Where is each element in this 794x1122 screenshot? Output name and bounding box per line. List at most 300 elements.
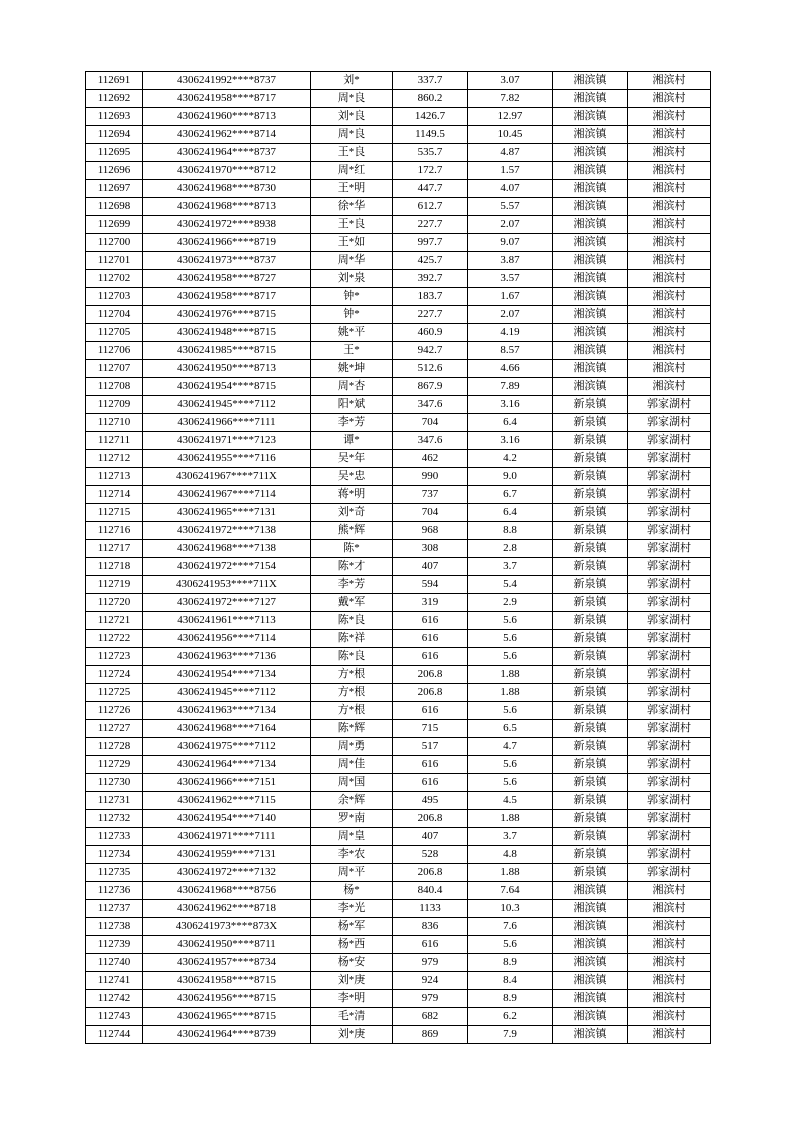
table-cell: 郭家湖村 — [628, 594, 711, 612]
table-row — [86, 1008, 711, 1026]
table-cell: 新泉镇 — [553, 432, 628, 450]
table-cell: 4306241976****8715 — [143, 306, 311, 324]
table-cell: 112739 — [86, 936, 143, 954]
table-cell: 6.4 — [468, 504, 553, 522]
table-cell: 112740 — [86, 954, 143, 972]
table-cell: 112726 — [86, 702, 143, 720]
table-cell: 112744 — [86, 1026, 143, 1044]
table-cell: 112742 — [86, 990, 143, 1008]
table-cell: 10.3 — [468, 900, 553, 918]
table-cell: 616 — [393, 936, 468, 954]
table-cell: 新泉镇 — [553, 810, 628, 828]
table-cell: 4.2 — [468, 450, 553, 468]
table-cell: 郭家湖村 — [628, 540, 711, 558]
table-cell: 湘滨村 — [628, 162, 711, 180]
table-cell: 1.88 — [468, 810, 553, 828]
table-cell: 112705 — [86, 324, 143, 342]
table-cell: 吴*年 — [311, 450, 393, 468]
table-cell: 616 — [393, 612, 468, 630]
table-cell: 新泉镇 — [553, 702, 628, 720]
table-cell: 郭家湖村 — [628, 612, 711, 630]
table-row — [86, 72, 711, 90]
table-cell: 新泉镇 — [553, 450, 628, 468]
table-cell: 112708 — [86, 378, 143, 396]
table-cell: 湘滨镇 — [553, 954, 628, 972]
table-cell: 李*芳 — [311, 414, 393, 432]
table-cell: 4306241954****7134 — [143, 666, 311, 684]
table-cell: 1.88 — [468, 684, 553, 702]
table-cell: 616 — [393, 774, 468, 792]
table-cell: 4306241948****8715 — [143, 324, 311, 342]
table-cell: 924 — [393, 972, 468, 990]
table-cell: 112730 — [86, 774, 143, 792]
table-cell: 湘滨镇 — [553, 306, 628, 324]
table-cell: 湘滨村 — [628, 288, 711, 306]
table-row — [86, 864, 711, 882]
table-cell: 郭家湖村 — [628, 450, 711, 468]
table-cell: 湘滨镇 — [553, 360, 628, 378]
table-cell: 湘滨镇 — [553, 378, 628, 396]
table-cell: 郭家湖村 — [628, 558, 711, 576]
table-cell: 4.66 — [468, 360, 553, 378]
table-cell: 112735 — [86, 864, 143, 882]
table-cell: 李*光 — [311, 900, 393, 918]
table-cell: 4306241968****8713 — [143, 198, 311, 216]
table-row — [86, 540, 711, 558]
table-row — [86, 360, 711, 378]
table-cell: 112698 — [86, 198, 143, 216]
table-row — [86, 270, 711, 288]
table-cell: 新泉镇 — [553, 414, 628, 432]
table-cell: 112707 — [86, 360, 143, 378]
table-cell: 湘滨镇 — [553, 180, 628, 198]
table-row — [86, 684, 711, 702]
table-row — [86, 972, 711, 990]
table-cell: 4306241958****8717 — [143, 288, 311, 306]
table-cell: 湘滨村 — [628, 918, 711, 936]
table-cell: 李*芳 — [311, 576, 393, 594]
table-cell: 112695 — [86, 144, 143, 162]
table-cell: 4306241954****8715 — [143, 378, 311, 396]
table-row — [86, 612, 711, 630]
table-cell: 4306241963****7134 — [143, 702, 311, 720]
table-cell: 227.7 — [393, 306, 468, 324]
table-cell: 周*平 — [311, 864, 393, 882]
table-cell: 4306241957****8734 — [143, 954, 311, 972]
table-cell: 112737 — [86, 900, 143, 918]
table-cell: 4306241945****7112 — [143, 684, 311, 702]
table-cell: 7.64 — [468, 882, 553, 900]
table-cell: 王*明 — [311, 180, 393, 198]
table-cell: 王*良 — [311, 216, 393, 234]
table-cell: 737 — [393, 486, 468, 504]
table-cell: 蒋*明 — [311, 486, 393, 504]
table-cell: 4.87 — [468, 144, 553, 162]
table-cell: 112714 — [86, 486, 143, 504]
table-cell: 谭* — [311, 432, 393, 450]
table-cell: 112731 — [86, 792, 143, 810]
table-cell: 郭家湖村 — [628, 864, 711, 882]
table-cell: 4306241965****7131 — [143, 504, 311, 522]
table-row — [86, 252, 711, 270]
table-cell: 方*根 — [311, 684, 393, 702]
table-cell: 206.8 — [393, 864, 468, 882]
table-cell: 4306241950****8713 — [143, 360, 311, 378]
table-cell: 李*农 — [311, 846, 393, 864]
table-cell: 湘滨镇 — [553, 1026, 628, 1044]
table-cell: 周*华 — [311, 252, 393, 270]
table-cell: 4306241967****7114 — [143, 486, 311, 504]
table-cell: 112706 — [86, 342, 143, 360]
table-cell: 4306241956****7114 — [143, 630, 311, 648]
table-row — [86, 162, 711, 180]
table-row — [86, 288, 711, 306]
table-cell: 湘滨村 — [628, 324, 711, 342]
table-cell: 840.4 — [393, 882, 468, 900]
table-cell: 郭家湖村 — [628, 702, 711, 720]
table-cell: 968 — [393, 522, 468, 540]
table-row — [86, 126, 711, 144]
table-cell: 湘滨村 — [628, 198, 711, 216]
table-cell: 余*辉 — [311, 792, 393, 810]
table-cell: 4306241950****8711 — [143, 936, 311, 954]
table-cell: 5.6 — [468, 756, 553, 774]
table-cell: 周*佳 — [311, 756, 393, 774]
table-cell: 4306241968****7138 — [143, 540, 311, 558]
table-cell: 8.8 — [468, 522, 553, 540]
table-cell: 4306241973****873X — [143, 918, 311, 936]
table-cell: 4306241955****7116 — [143, 450, 311, 468]
table-cell: 112743 — [86, 1008, 143, 1026]
table-cell: 407 — [393, 558, 468, 576]
table-row — [86, 468, 711, 486]
table-cell: 704 — [393, 414, 468, 432]
table-cell: 周*国 — [311, 774, 393, 792]
table-cell: 郭家湖村 — [628, 756, 711, 774]
table-row — [86, 594, 711, 612]
table-cell: 湘滨镇 — [553, 990, 628, 1008]
table-cell: 447.7 — [393, 180, 468, 198]
table-cell: 112736 — [86, 882, 143, 900]
table-cell: 湘滨村 — [628, 990, 711, 1008]
table-cell: 新泉镇 — [553, 864, 628, 882]
table-cell: 112716 — [86, 522, 143, 540]
table-cell: 9.0 — [468, 468, 553, 486]
table-cell: 湘滨镇 — [553, 900, 628, 918]
table-row — [86, 234, 711, 252]
table-cell: 新泉镇 — [553, 666, 628, 684]
table-cell: 新泉镇 — [553, 792, 628, 810]
table-cell: 616 — [393, 702, 468, 720]
table-cell: 戴*军 — [311, 594, 393, 612]
table-cell: 刘*庚 — [311, 1026, 393, 1044]
table-cell: 112738 — [86, 918, 143, 936]
table-cell: 112734 — [86, 846, 143, 864]
table-cell: 新泉镇 — [553, 648, 628, 666]
table-cell: 湘滨村 — [628, 378, 711, 396]
table-cell: 1149.5 — [393, 126, 468, 144]
table-row — [86, 918, 711, 936]
table-cell: 湘滨村 — [628, 1008, 711, 1026]
table-row — [86, 936, 711, 954]
table-cell: 997.7 — [393, 234, 468, 252]
table-cell: 3.7 — [468, 558, 553, 576]
table-cell: 湘滨村 — [628, 882, 711, 900]
table-cell: 钟* — [311, 306, 393, 324]
table-cell: 1.88 — [468, 666, 553, 684]
table-row — [86, 990, 711, 1008]
table-cell: 4306241967****711X — [143, 468, 311, 486]
table-cell: 杨*西 — [311, 936, 393, 954]
table-cell: 2.9 — [468, 594, 553, 612]
table-row — [86, 378, 711, 396]
table-cell: 682 — [393, 1008, 468, 1026]
table-row — [86, 576, 711, 594]
table-cell: 郭家湖村 — [628, 846, 711, 864]
table-row — [86, 1026, 711, 1044]
table-row — [86, 432, 711, 450]
table-cell: 8.9 — [468, 990, 553, 1008]
table-cell: 616 — [393, 648, 468, 666]
table-cell: 535.7 — [393, 144, 468, 162]
table-cell: 3.16 — [468, 432, 553, 450]
table-cell: 112722 — [86, 630, 143, 648]
table-cell: 6.7 — [468, 486, 553, 504]
table-cell: 新泉镇 — [553, 774, 628, 792]
table-cell: 183.7 — [393, 288, 468, 306]
table-cell: 112715 — [86, 504, 143, 522]
table-cell: 4306241953****711X — [143, 576, 311, 594]
table-cell: 4.07 — [468, 180, 553, 198]
table-cell: 湘滨村 — [628, 108, 711, 126]
table-cell: 7.82 — [468, 90, 553, 108]
table-cell: 郭家湖村 — [628, 396, 711, 414]
table-cell: 杨*军 — [311, 918, 393, 936]
table-cell: 周*良 — [311, 126, 393, 144]
table-cell: 4306241975****7112 — [143, 738, 311, 756]
table-cell: 308 — [393, 540, 468, 558]
table-cell: 206.8 — [393, 810, 468, 828]
table-cell: 4306241966****7151 — [143, 774, 311, 792]
table-cell: 3.16 — [468, 396, 553, 414]
table-cell: 3.57 — [468, 270, 553, 288]
table-cell: 湘滨村 — [628, 234, 711, 252]
table-row — [86, 180, 711, 198]
table-cell: 新泉镇 — [553, 630, 628, 648]
table-cell: 4306241973****8737 — [143, 252, 311, 270]
table-cell: 4306241972****7132 — [143, 864, 311, 882]
table-cell: 湘滨镇 — [553, 90, 628, 108]
table-cell: 512.6 — [393, 360, 468, 378]
table-cell: 湘滨镇 — [553, 126, 628, 144]
table-cell: 湘滨村 — [628, 936, 711, 954]
table-cell: 425.7 — [393, 252, 468, 270]
table-cell: 湘滨镇 — [553, 162, 628, 180]
table-cell: 869 — [393, 1026, 468, 1044]
table-row — [86, 810, 711, 828]
table-row — [86, 792, 711, 810]
table-cell: 112693 — [86, 108, 143, 126]
table-cell: 陈*辉 — [311, 720, 393, 738]
table-cell: 112699 — [86, 216, 143, 234]
table-cell: 湘滨镇 — [553, 342, 628, 360]
table-cell: 4306241971****7111 — [143, 828, 311, 846]
table-cell: 4306241962****7115 — [143, 792, 311, 810]
table-cell: 徐*华 — [311, 198, 393, 216]
table-cell: 新泉镇 — [553, 504, 628, 522]
table-cell: 吴*忠 — [311, 468, 393, 486]
table-cell: 湘滨镇 — [553, 1008, 628, 1026]
table-cell: 9.07 — [468, 234, 553, 252]
table-cell: 郭家湖村 — [628, 774, 711, 792]
table-cell: 836 — [393, 918, 468, 936]
table-row — [86, 504, 711, 522]
table-cell: 112711 — [86, 432, 143, 450]
table-row — [86, 486, 711, 504]
table-row — [86, 666, 711, 684]
table-cell: 8.57 — [468, 342, 553, 360]
table-cell: 1133 — [393, 900, 468, 918]
table-cell: 湘滨镇 — [553, 324, 628, 342]
table-cell: 陈*才 — [311, 558, 393, 576]
table-cell: 979 — [393, 990, 468, 1008]
table-cell: 5.4 — [468, 576, 553, 594]
table-cell: 陈*良 — [311, 612, 393, 630]
table-cell: 湘滨镇 — [553, 108, 628, 126]
table-row — [86, 450, 711, 468]
table-cell: 湘滨镇 — [553, 288, 628, 306]
table-cell: 郭家湖村 — [628, 684, 711, 702]
table-cell: 4.8 — [468, 846, 553, 864]
table-cell: 湘滨村 — [628, 900, 711, 918]
table-cell: 杨*安 — [311, 954, 393, 972]
table-cell: 715 — [393, 720, 468, 738]
table-cell: 郭家湖村 — [628, 414, 711, 432]
table-cell: 郭家湖村 — [628, 828, 711, 846]
table-cell: 新泉镇 — [553, 720, 628, 738]
table-cell: 112697 — [86, 180, 143, 198]
table-cell: 1.67 — [468, 288, 553, 306]
table-row — [86, 846, 711, 864]
table-cell: 新泉镇 — [553, 846, 628, 864]
table-cell: 湘滨村 — [628, 972, 711, 990]
table-cell: 4306241959****7131 — [143, 846, 311, 864]
table-row — [86, 702, 711, 720]
table-cell: 347.6 — [393, 396, 468, 414]
table-cell: 112700 — [86, 234, 143, 252]
table-cell: 979 — [393, 954, 468, 972]
table-cell: 新泉镇 — [553, 576, 628, 594]
table-cell: 112712 — [86, 450, 143, 468]
table-cell: 616 — [393, 756, 468, 774]
table-cell: 4306241956****8715 — [143, 990, 311, 1008]
table-cell: 4306241971****7123 — [143, 432, 311, 450]
table-cell: 郭家湖村 — [628, 504, 711, 522]
table-cell: 湘滨村 — [628, 360, 711, 378]
data-table — [85, 71, 711, 1044]
table-cell: 616 — [393, 630, 468, 648]
table-cell: 湘滨村 — [628, 954, 711, 972]
table-cell: 319 — [393, 594, 468, 612]
table-cell: 杨* — [311, 882, 393, 900]
table-cell: 5.6 — [468, 630, 553, 648]
table-cell: 5.6 — [468, 936, 553, 954]
table-cell: 4306241968****8756 — [143, 882, 311, 900]
table-row — [86, 414, 711, 432]
table-cell: 462 — [393, 450, 468, 468]
table-cell: 刘*良 — [311, 108, 393, 126]
table-cell: 刘*奇 — [311, 504, 393, 522]
table-cell: 刘*庚 — [311, 972, 393, 990]
table-cell: 8.4 — [468, 972, 553, 990]
table-cell: 湘滨镇 — [553, 918, 628, 936]
table-cell: 867.9 — [393, 378, 468, 396]
table-cell: 5.6 — [468, 774, 553, 792]
table-cell: 新泉镇 — [553, 684, 628, 702]
table-cell: 8.9 — [468, 954, 553, 972]
table-cell: 4306241954****7140 — [143, 810, 311, 828]
table-cell: 112701 — [86, 252, 143, 270]
table-cell: 湘滨村 — [628, 306, 711, 324]
table-cell: 517 — [393, 738, 468, 756]
table-cell: 112724 — [86, 666, 143, 684]
table-cell: 112694 — [86, 126, 143, 144]
table-cell: 郭家湖村 — [628, 738, 711, 756]
table-row — [86, 954, 711, 972]
table-cell: 新泉镇 — [553, 738, 628, 756]
table-cell: 4306241968****8730 — [143, 180, 311, 198]
table-body — [86, 72, 711, 1044]
table-cell: 湘滨镇 — [553, 216, 628, 234]
table-cell: 112691 — [86, 72, 143, 90]
table-cell: 7.89 — [468, 378, 553, 396]
table-cell: 4.7 — [468, 738, 553, 756]
table-cell: 4.19 — [468, 324, 553, 342]
table-row — [86, 900, 711, 918]
table-cell: 7.6 — [468, 918, 553, 936]
table-cell: 周*红 — [311, 162, 393, 180]
table-cell: 12.97 — [468, 108, 553, 126]
table-cell: 112717 — [86, 540, 143, 558]
table-cell: 4306241965****8715 — [143, 1008, 311, 1026]
table-cell: 湘滨村 — [628, 90, 711, 108]
table-cell: 郭家湖村 — [628, 810, 711, 828]
table-cell: 112718 — [86, 558, 143, 576]
table-cell: 612.7 — [393, 198, 468, 216]
table-cell: 周*良 — [311, 90, 393, 108]
table-cell: 姚*坤 — [311, 360, 393, 378]
table-cell: 112703 — [86, 288, 143, 306]
table-cell: 5.6 — [468, 648, 553, 666]
table-cell: 5.6 — [468, 702, 553, 720]
table-cell: 3.87 — [468, 252, 553, 270]
table-cell: 594 — [393, 576, 468, 594]
table-cell: 新泉镇 — [553, 828, 628, 846]
table-cell: 新泉镇 — [553, 558, 628, 576]
table-cell: 112732 — [86, 810, 143, 828]
table-cell: 347.6 — [393, 432, 468, 450]
table-cell: 4306241968****7164 — [143, 720, 311, 738]
table-cell: 湘滨镇 — [553, 882, 628, 900]
table-cell: 郭家湖村 — [628, 648, 711, 666]
table-row — [86, 342, 711, 360]
table-cell: 王* — [311, 342, 393, 360]
table-row — [86, 522, 711, 540]
table-cell: 湘滨镇 — [553, 198, 628, 216]
table-cell: 湘滨村 — [628, 342, 711, 360]
table-cell: 新泉镇 — [553, 612, 628, 630]
table-cell: 王*良 — [311, 144, 393, 162]
